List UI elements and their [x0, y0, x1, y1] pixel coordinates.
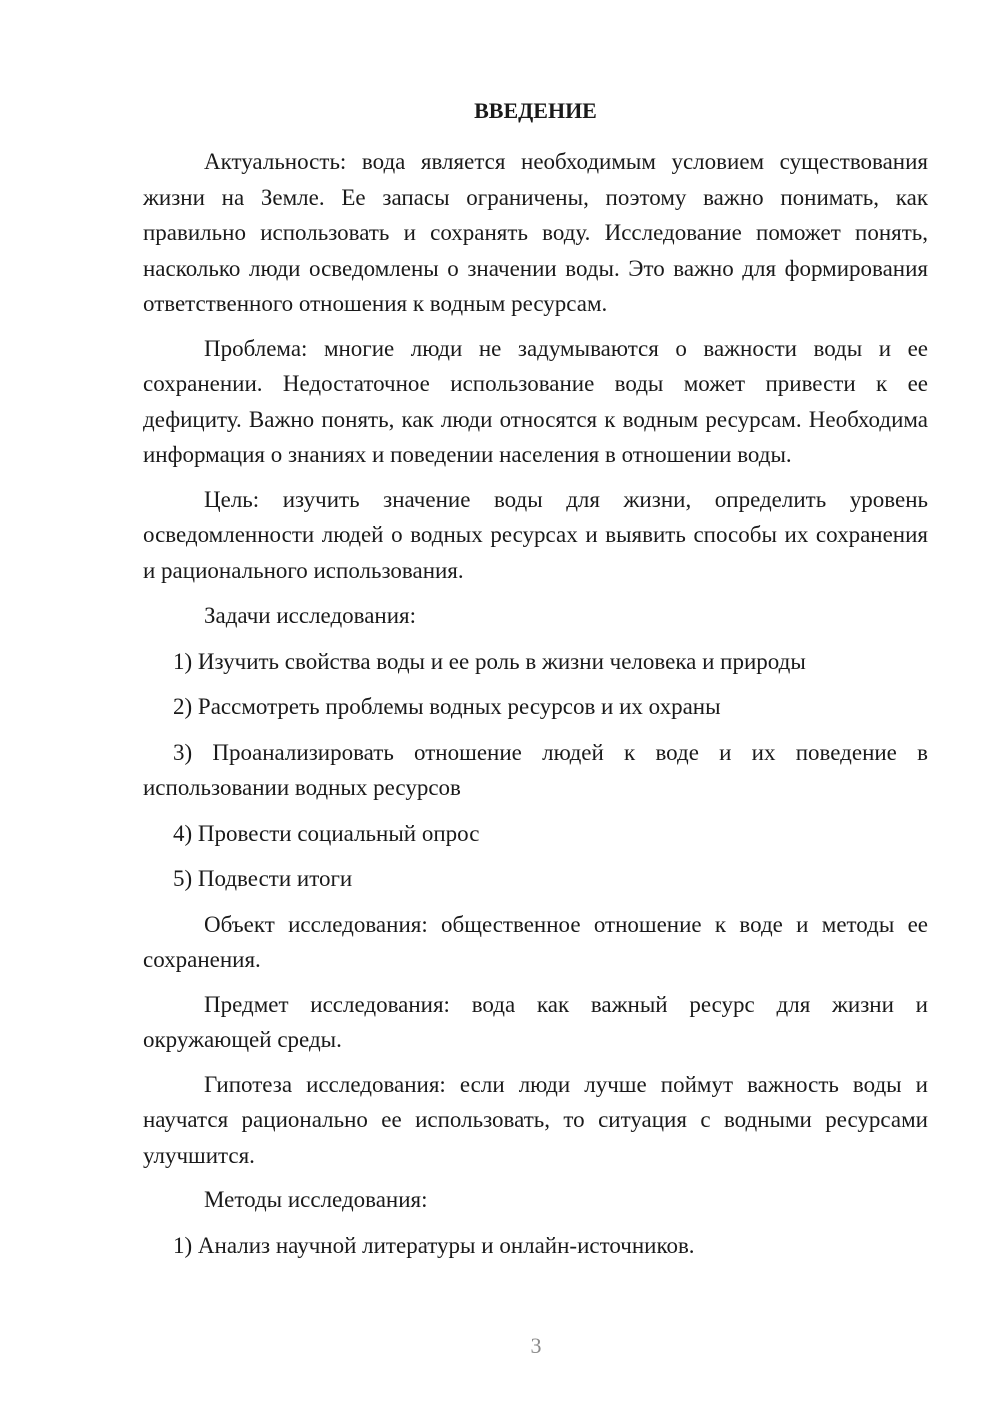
- paragraph-subject: Предмет исследования: вода как важный ресурс для жизни и окружающей среды.: [143, 991, 928, 1052]
- page-number: 3: [530, 1333, 542, 1358]
- list-item-task-2: 2) Рассмотреть проблемы водных ресурсов и их охраны: [173, 694, 721, 719]
- list-item-method-1: 1) Анализ научной литературы и онлайн-источников.: [173, 1232, 695, 1258]
- section-heading: ВВЕДЕНИЕ: [474, 98, 597, 123]
- list-item-task-5: 5) Подвести итоги: [173, 866, 353, 891]
- paragraph-tasks-heading: Задачи исследования:: [204, 603, 417, 628]
- paragraph-goal: Цель: изучить значение воды для жизни, определить уровень осведомленности людей о водных ресурсах и выявить способы их сохранения и рационального использования.: [143, 486, 928, 583]
- paragraph-methods-heading: Методы исследования:: [204, 1187, 428, 1212]
- paragraph-object: Объект исследования: общественное отношение к воде и методы ее сохранения.: [143, 911, 928, 972]
- list-item-task-4: 4) Провести социальный опрос: [173, 820, 480, 846]
- list-item-task-3: 3) Проанализировать отношение людей к воде и их поведение в использовании водных ресурсов: [143, 739, 928, 800]
- list-item-task-1: 1) Изучить свойства воды и ее роль в жизни человека и природы: [173, 648, 806, 674]
- page-content: [143, 96, 928, 1263]
- paragraph-problem: Проблема: многие люди не задумываются о важности воды и ее сохранении. Недостаточное использование воды может привести к ее дефициту. Важно понять, как люди относятся к водным ресурсам. Необходима информация о знаниях и поведении населения в отношении воды.: [143, 335, 928, 467]
- paragraph-relevance: Актуальность: вода является необходимым условием существования жизни на Земле. Ее запасы ограничены, поэтому важно понимать, как правильно использовать и сохранять воду. Исследование поможет понять, насколько люди осведомлены о значении воды. Это важно для формирования ответственного отношения к водным ресурсам.: [143, 149, 928, 316]
- paragraph-hypothesis: Гипотеза исследования: если люди лучше поймут важность воды и научатся рационально ее использовать, то ситуация с водными ресурсами улучшится.: [143, 1071, 928, 1168]
